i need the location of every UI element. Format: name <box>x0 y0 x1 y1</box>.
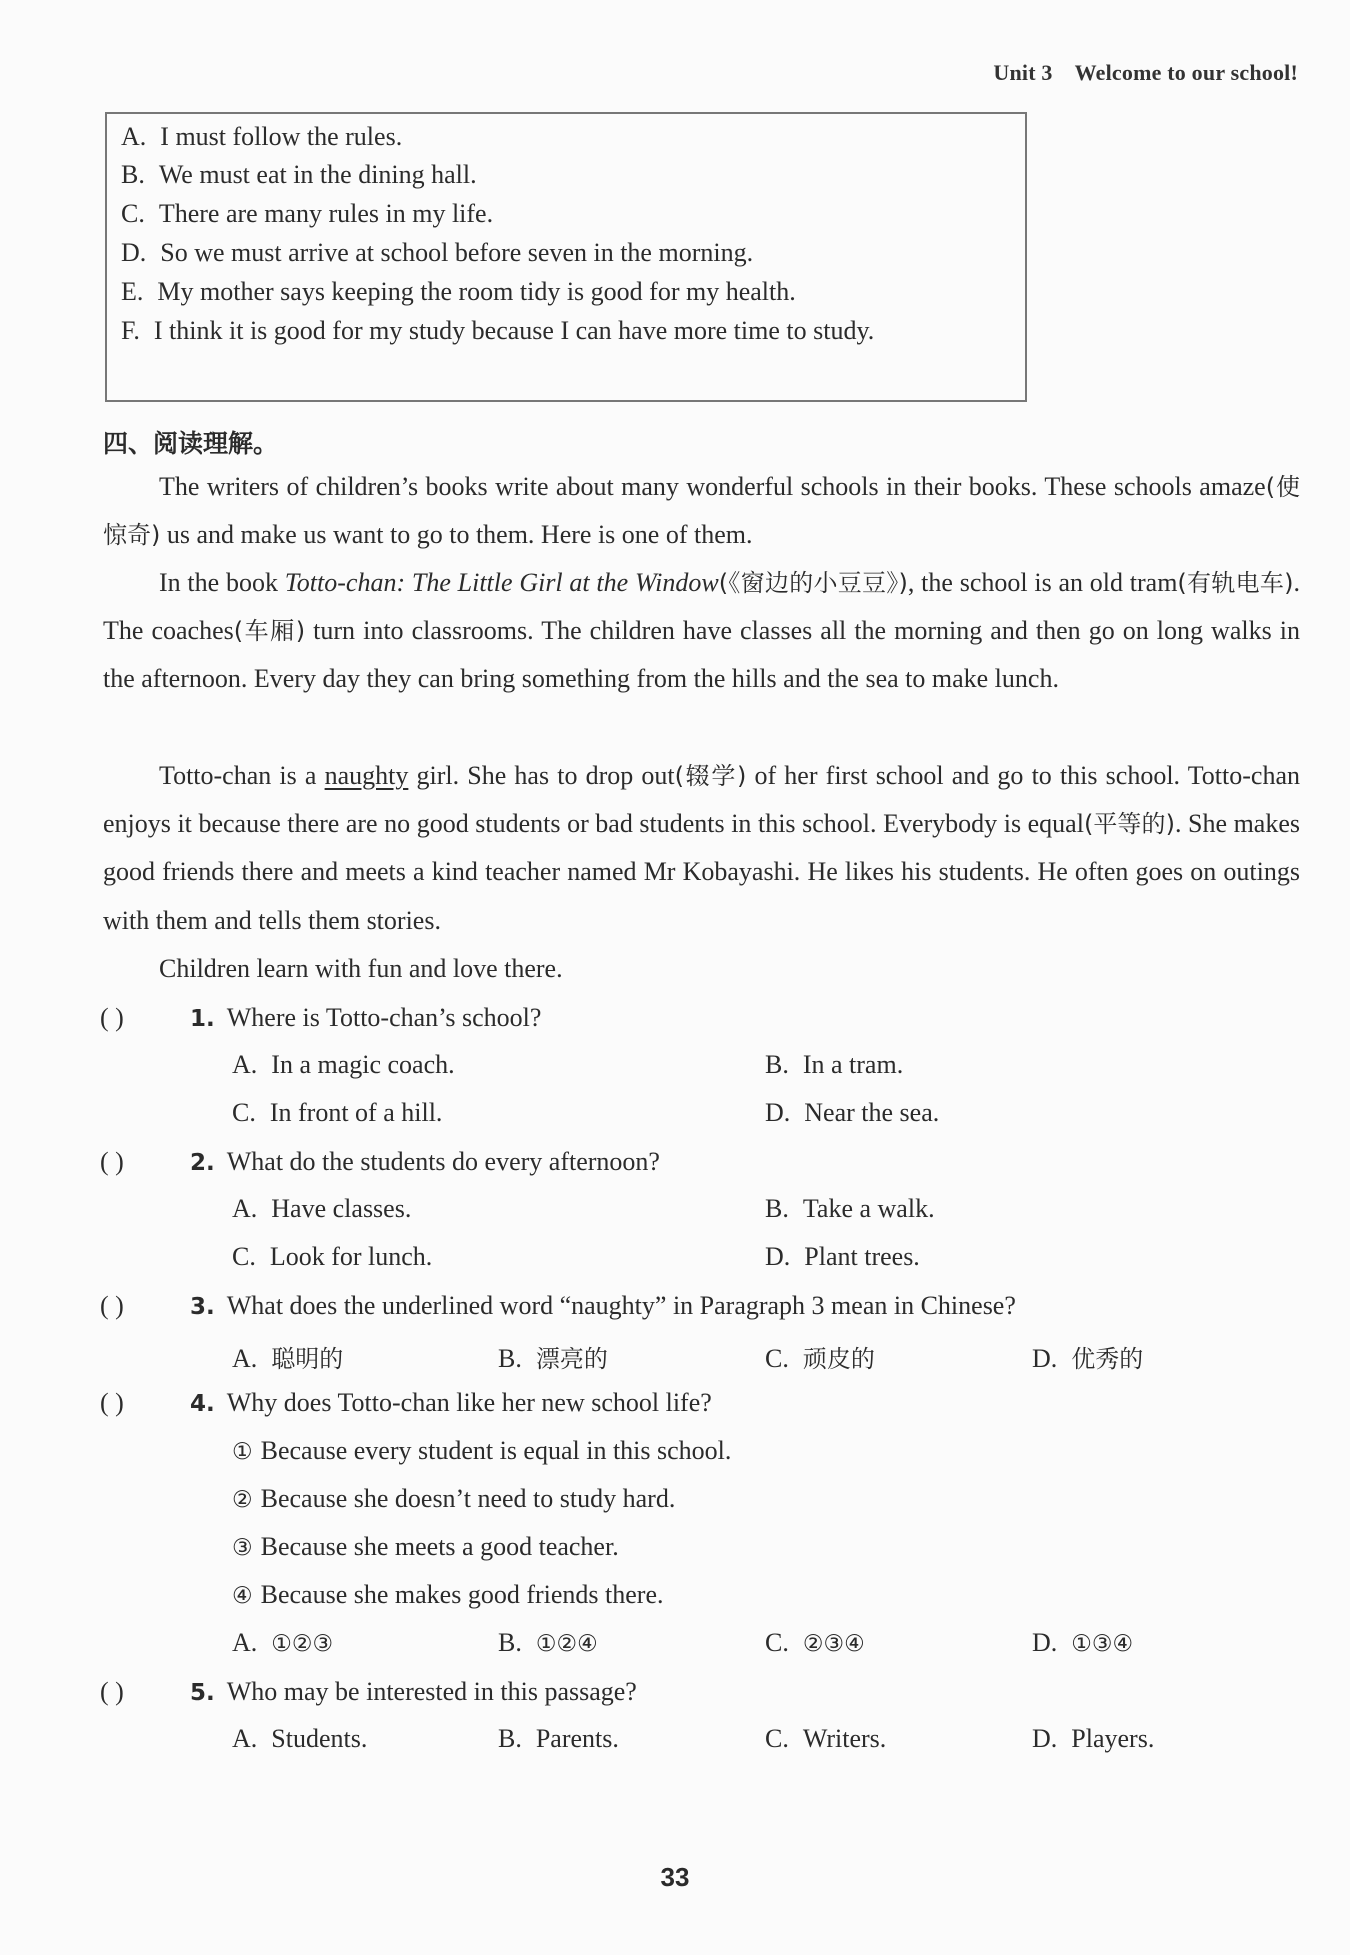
q2-choice-d[interactable]: D. Plant trees. <box>765 1242 920 1271</box>
unit-title: Welcome to our school! <box>1074 60 1298 85</box>
q4-statement-2: ② Because she doesn’t need to study hard. <box>232 1484 676 1513</box>
q3-choice-b[interactable]: B. 漂亮的 <box>498 1344 608 1373</box>
option-c: C. There are many rules in my life. <box>121 199 494 228</box>
question-4: ( ) 4. Why does Totto-chan like her new school life? <box>100 1388 712 1417</box>
q3-choice-c[interactable]: C. 顽皮的 <box>765 1344 875 1373</box>
unit-label: Unit 3 <box>993 60 1053 85</box>
option-a: A. I must follow the rules. <box>121 122 403 151</box>
q4-statement-4: ④ Because she makes good friends there. <box>232 1580 664 1609</box>
answer-blank[interactable]: ( ) <box>100 1291 124 1320</box>
passage-paragraph-3: Totto-chan is a naughty girl. She has to drop out(辍学) of her first school and go to this school. Totto-chan enjoys it because there are no good students or bad students in this school. Everybody is equal(平等的). She makes good friends there and meets a kind teacher named Mr Kobayashi. He likes his students. He often goes on outings with them and tells them stories. <box>103 761 1300 935</box>
q3-choice-d[interactable]: D. 优秀的 <box>1032 1344 1144 1373</box>
option-d: D. So we must arrive at school before seven in the morning. <box>121 238 754 267</box>
q5-choice-a[interactable]: A. Students. <box>232 1724 368 1753</box>
q5-choice-d[interactable]: D. Players. <box>1032 1724 1155 1753</box>
q4-choice-d[interactable]: D. ①③④ <box>1032 1628 1134 1657</box>
page-number: 33 <box>660 1862 690 1892</box>
question-5: ( ) 5. Who may be interested in this passage? <box>100 1677 637 1706</box>
answer-blank[interactable]: ( ) <box>100 1003 124 1032</box>
passage-paragraph-1: The writers of children’s books write about many wonderful schools in their books. These schools amaze(使惊奇) us and make us want to go to them. Here is one of them. <box>103 472 1300 550</box>
question-3: ( ) 3. What does the underlined word “naughty” in Paragraph 3 mean in Chinese? <box>100 1291 1016 1320</box>
q1-choice-d[interactable]: D. Near the sea. <box>765 1098 940 1127</box>
q4-choice-b[interactable]: B. ①②④ <box>498 1628 598 1657</box>
q4-choice-c[interactable]: C. ②③④ <box>765 1628 865 1657</box>
q2-choice-b[interactable]: B. Take a walk. <box>765 1194 935 1223</box>
section-title: 四、阅读理解。 <box>103 429 279 458</box>
q4-statement-3: ③ Because she meets a good teacher. <box>232 1532 619 1561</box>
q1-choice-b[interactable]: B. In a tram. <box>765 1050 904 1079</box>
q1-choice-c[interactable]: C. In front of a hill. <box>232 1098 443 1127</box>
answer-blank[interactable]: ( ) <box>100 1388 124 1417</box>
q3-choice-a[interactable]: A. 聪明的 <box>232 1344 344 1373</box>
q5-choice-c[interactable]: C. Writers. <box>765 1724 887 1753</box>
q2-choice-a[interactable]: A. Have classes. <box>232 1194 412 1223</box>
q2-choice-c[interactable]: C. Look for lunch. <box>232 1242 433 1271</box>
q4-choice-a[interactable]: A. ①②③ <box>232 1628 334 1657</box>
answer-blank[interactable]: ( ) <box>100 1147 124 1176</box>
question-2: ( ) 2. What do the students do every afternoon? <box>100 1147 660 1176</box>
underlined-word: naughty <box>324 761 409 790</box>
option-b: B. We must eat in the dining hall. <box>121 160 477 189</box>
q5-choice-b[interactable]: B. Parents. <box>498 1724 619 1753</box>
q1-choice-a[interactable]: A. In a magic coach. <box>232 1050 455 1079</box>
question-1: ( ) 1. Where is Totto-chan’s school? <box>100 1003 542 1032</box>
passage-paragraph-4: Children learn with fun and love there. <box>159 954 563 983</box>
sentence-options-box <box>105 112 1027 402</box>
answer-blank[interactable]: ( ) <box>100 1677 124 1706</box>
q4-statement-1: ① Because every student is equal in this school. <box>232 1436 732 1465</box>
book-title: Totto-chan: The Little Girl at the Window <box>284 568 719 597</box>
running-header <box>993 60 1298 86</box>
option-f: F. I think it is good for my study because I can have more time to study. <box>121 316 875 345</box>
passage-paragraph-2: In the book Totto-chan: The Little Girl at the Window(《窗边的小豆豆》), the school is an old tram(有轨电车). The coaches(车厢) turn into classrooms. The children have classes all the morning and then go on long walks in the afternoon. Every day they can bring something from the hills and the sea to make lunch. <box>103 568 1300 694</box>
option-e: E. My mother says keeping the room tidy is good for my health. <box>121 277 796 306</box>
